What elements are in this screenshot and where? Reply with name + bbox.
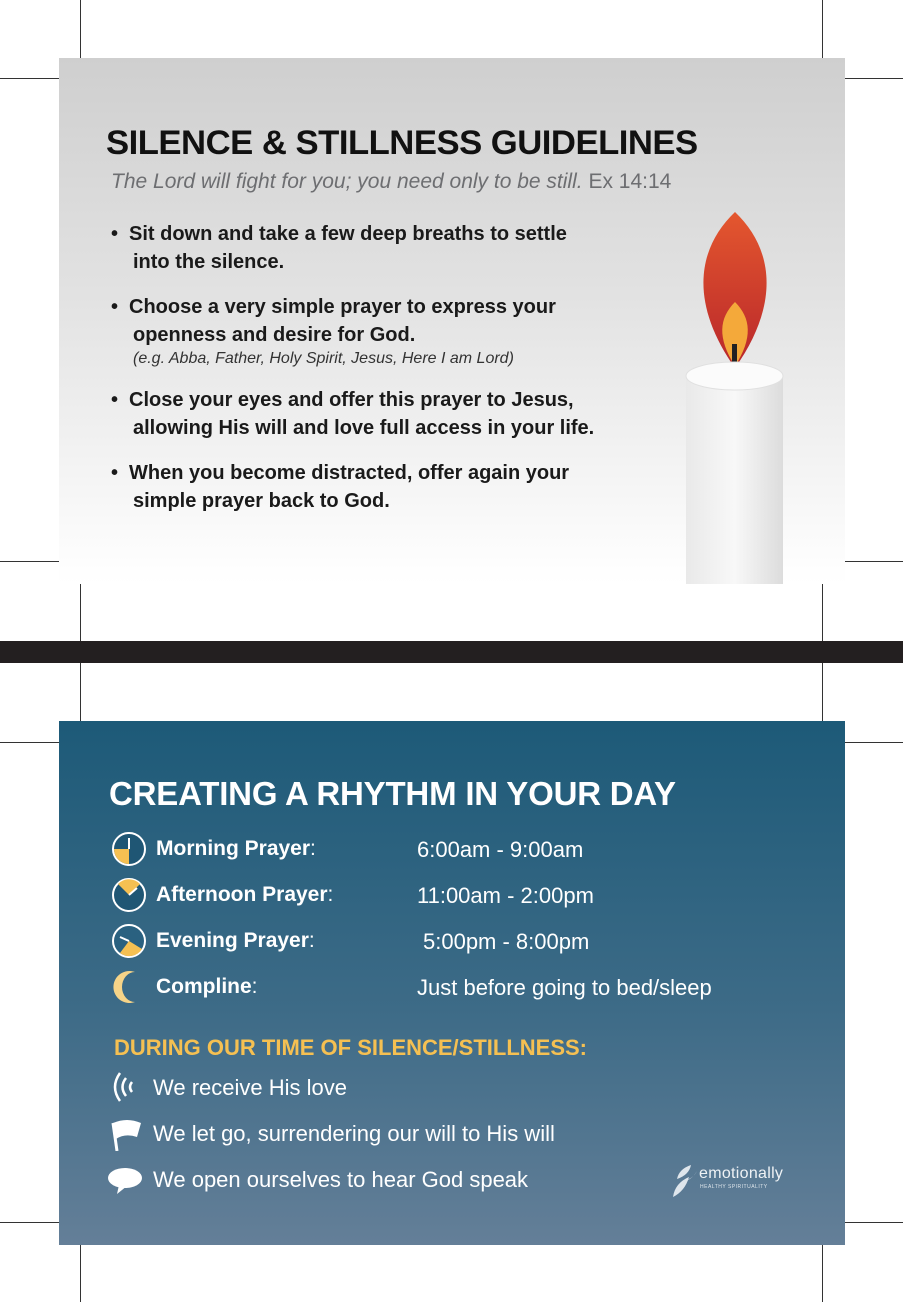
speech-bubble-icon	[107, 1161, 143, 1197]
statement-text: We receive His love	[153, 1075, 347, 1100]
guidelines-list	[109, 220, 679, 532]
leaf-icon	[669, 1161, 699, 1199]
guideline-item	[109, 293, 679, 369]
crop-mark	[822, 1245, 823, 1302]
prayer-time: 6:00am - 9:00am	[417, 837, 584, 862]
guideline-item	[109, 459, 679, 515]
guideline-line1: Sit down and take a few deep breaths to settle	[129, 223, 567, 245]
statement-item	[107, 1069, 667, 1105]
colon: :	[251, 975, 258, 998]
guideline-line2: into the silence.	[133, 251, 285, 273]
colon: :	[310, 837, 316, 860]
guideline-line1: Close your eyes and offer this prayer to Jesus,	[129, 389, 574, 411]
verse-quote: The Lord will fight for you; you need only to be still.	[111, 170, 583, 193]
candle-wax	[686, 376, 783, 584]
prayer-name	[156, 975, 258, 999]
bullet: •	[111, 223, 119, 245]
prayer-name-text: Evening Prayer	[156, 929, 309, 952]
prayer-name	[156, 929, 315, 953]
crop-mark	[0, 1222, 59, 1223]
logo-wordmark: emotionally	[699, 1165, 784, 1182]
candle-top	[686, 362, 783, 390]
clock-morning-icon	[111, 831, 147, 867]
crop-mark	[0, 561, 59, 562]
crop-mark	[845, 561, 903, 562]
crop-mark	[80, 0, 81, 58]
prayer-name-text: Morning Prayer	[156, 837, 311, 860]
clock-evening-icon	[111, 923, 147, 959]
prayer-name	[156, 837, 316, 861]
crop-mark	[80, 584, 81, 641]
guideline-item	[109, 220, 679, 276]
crop-mark	[845, 78, 903, 79]
guideline-line2: allowing His will and love full access in your life.	[133, 417, 595, 439]
guidelines-card	[59, 58, 845, 584]
emotionally-healthy-logo	[669, 1161, 809, 1201]
prayer-name-text: Compline	[156, 975, 252, 998]
crop-mark	[822, 663, 823, 721]
guideline-line2: simple prayer back to God.	[133, 490, 390, 512]
crop-mark	[80, 663, 81, 721]
statement-item	[107, 1161, 667, 1197]
guideline-line1: When you become distracted, offer again your	[129, 462, 570, 484]
prayer-row-afternoon	[111, 877, 811, 913]
guideline-item	[109, 386, 679, 442]
rhythm-title: CREATING A RHYTHM IN YOUR DAY	[109, 775, 676, 812]
prayer-row-evening	[111, 923, 811, 959]
logo-subtitle: HEALTHY SPIRITUALITY	[700, 1184, 768, 1190]
prayer-time: 11:00am - 2:00pm	[417, 883, 594, 908]
candle-icon	[681, 208, 791, 584]
moon-icon	[111, 969, 147, 1005]
crop-mark	[822, 0, 823, 58]
guidelines-title: SILENCE & STILLNESS GUIDELINES	[106, 124, 698, 162]
prayer-time: Just before going to bed/sleep	[417, 975, 712, 1000]
waves-icon	[107, 1069, 143, 1105]
statement-text: We open ourselves to hear God speak	[153, 1167, 529, 1192]
flag-icon	[107, 1115, 143, 1151]
colon: :	[327, 883, 334, 906]
crop-mark	[845, 742, 903, 743]
colon: :	[308, 929, 315, 952]
crop-mark	[0, 78, 59, 79]
bullet: •	[111, 389, 119, 411]
prayer-name-text: Afternoon Prayer	[156, 883, 328, 906]
guideline-line2: openness and desire for God.	[133, 324, 416, 346]
prayer-row-compline	[111, 969, 811, 1005]
crop-mark	[80, 1245, 81, 1302]
bullet: •	[111, 296, 119, 318]
prayer-row-morning	[111, 831, 811, 867]
crop-mark	[0, 742, 59, 743]
clock-afternoon-icon	[111, 877, 147, 913]
statement-text: We let go, surrendering our will to His will	[153, 1121, 555, 1146]
verse-reference: Ex 14:14	[588, 170, 672, 193]
crop-mark	[822, 584, 823, 641]
card-divider-bar	[0, 641, 903, 663]
candle-illustration	[681, 208, 791, 584]
crop-mark	[845, 1222, 903, 1223]
during-heading: DURING OUR TIME OF SILENCE/STILLNESS:	[114, 1035, 588, 1060]
guideline-example: (e.g. Abba, Father, Holy Spirit, Jesus, Here I am Lord)	[133, 350, 514, 367]
scripture-verse	[111, 170, 671, 194]
bullet: •	[111, 462, 119, 484]
rhythm-card	[59, 721, 845, 1245]
statement-item	[107, 1115, 667, 1151]
prayer-time: 5:00pm - 8:00pm	[423, 929, 590, 954]
guideline-line1: Choose a very simple prayer to express your	[129, 296, 556, 318]
prayer-name	[156, 883, 333, 907]
